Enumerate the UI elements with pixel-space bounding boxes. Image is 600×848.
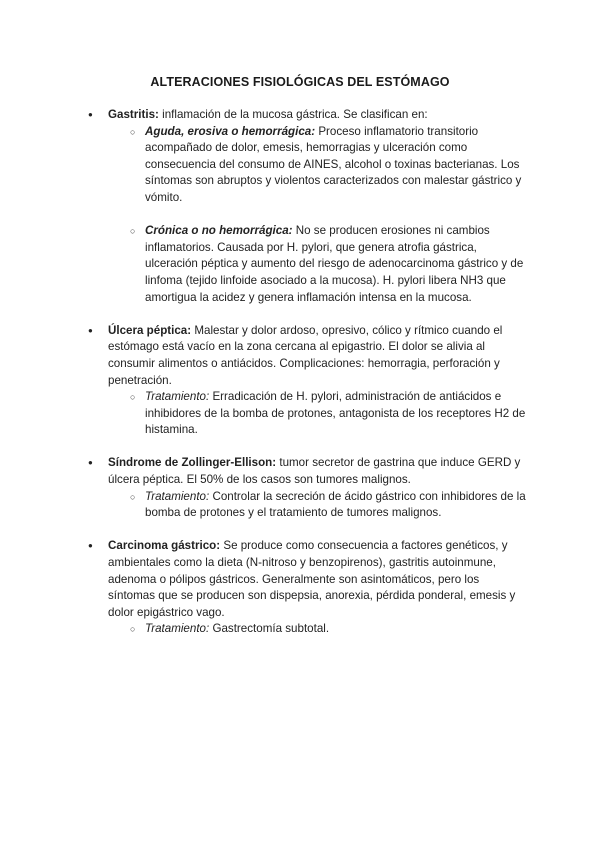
subitem-list [108, 621, 528, 638]
subitem-text: No se producen erosiones ni cambios inflamatorios. Causada por H. pylori, que genera atrofia gástrica, ulceración péptica y aumento del riesgo de adenocarcinoma gástrico y de linfoma (tejido linfoide asociado a la mucosa). H. pylori libera NH3 que amortigua la acidez y genera inflamación intensa en la mucosa. [145, 224, 524, 304]
page-title: ALTERACIONES FISIOLÓGICAS DEL ESTÓMAGO [150, 75, 450, 89]
subitem-cronica [108, 223, 528, 306]
section-text: Se produce como consecuencia a factores genéticos, y ambientales como la dieta (N-nitroso y benzopirenos), gastritis autoinmune, adenoma o pólipos gástricos. Generalmente son asintomáticos, pero los síntomas que se producen son dispepsia, anorexia, pérdida ponderal, emesis y dolor epigástrico vago. [108, 539, 516, 619]
document-body [88, 107, 528, 655]
subitem-list [108, 389, 528, 439]
section-list [88, 107, 528, 638]
section-text: inflamación de la mucosa gástrica. Se clasifican en: [158, 108, 428, 121]
section-heading: Gastritis: [108, 108, 159, 121]
subitem-label: Tratamiento: [145, 622, 210, 636]
subitem-text: Erradicación de H. pylori, administración de antiácidos e inhibidores de la bomba de protones, antagonista de los receptores H2 de histamina. [145, 390, 526, 437]
subitem-tratamiento [108, 621, 528, 638]
subitem-label: Crónica o no hemorrágica: [145, 224, 293, 238]
subitem-aguda [108, 124, 528, 207]
section-heading: Carcinoma gástrico: [108, 539, 221, 553]
subitem-tratamiento [108, 389, 528, 439]
subitem-label: Aguda, erosiva o hemorrágica: [145, 124, 316, 138]
section-text: Malestar y dolor ardoso, opresivo, cólico y rítmico cuando el estómago está vacío en la zona cercana al epigastrio. El dolor se alivia al consumir alimentos o antiácidos. Complicaciones: hemorragia, perforación y penetración. [108, 323, 503, 387]
subitem-list [108, 489, 528, 522]
section-carcinoma-gastrico [88, 538, 528, 638]
section-ulcera-peptica [88, 323, 528, 439]
subitem-text: Gastrectomía subtotal. [209, 622, 330, 636]
subitem-label: Tratamiento: [145, 390, 210, 404]
section-gastritis [88, 107, 528, 306]
section-text: tumor secretor de gastrina que induce GERD y úlcera péptica. El 50% de los casos son tumores malignos. [108, 456, 521, 487]
subitem-label: Tratamiento: [145, 489, 210, 503]
subitem-text: Proceso inflamatorio transitorio acompañado de dolor, emesis, hemorragias y ulceración como consecuencia del consumo de AINES, alcohol o toxinas bacterianas. Los síntomas son abruptos y violentos caracterizados con malestar gástrico y vómito. [145, 124, 522, 204]
section-zollinger-ellison [88, 455, 528, 521]
section-heading: Síndrome de Zollinger-Ellison: [108, 456, 277, 470]
subitem-list [108, 124, 528, 307]
subitem-text: Controlar la secreción de ácido gástrico con inhibidores de la bomba de protones y el tratamiento de tumores malignos. [145, 489, 526, 520]
subitem-tratamiento [108, 489, 528, 522]
section-heading: Úlcera péptica: [108, 323, 192, 337]
